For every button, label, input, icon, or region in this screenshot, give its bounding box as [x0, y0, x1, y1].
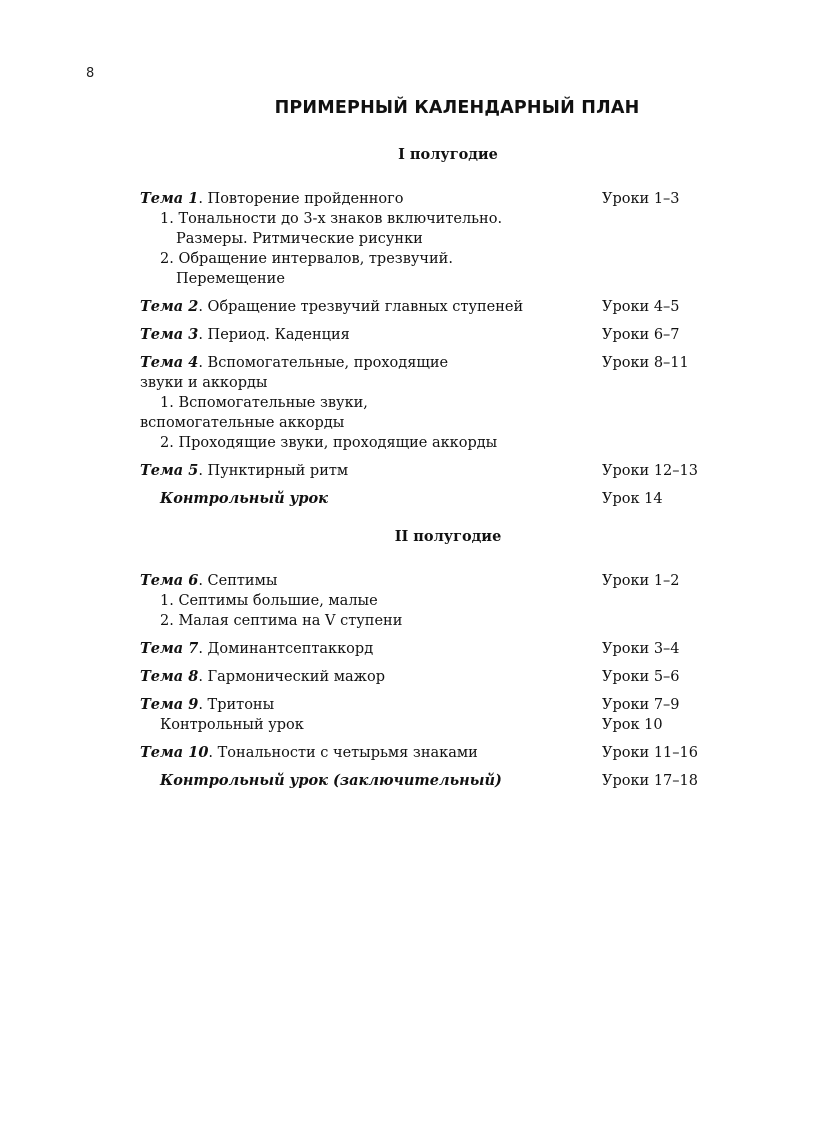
topic-title: . Обращение трезвучий главных ступеней: [198, 299, 524, 315]
subitem: Контрольный урок: [160, 717, 304, 733]
topic-label: Тема 3: [140, 326, 199, 343]
topic-label: Тема 1: [140, 190, 199, 207]
topic-lessons: Уроки 7–9: [602, 697, 680, 713]
topic-3: [140, 325, 720, 345]
topic-lessons: Уроки 5–6: [602, 669, 680, 685]
topic-title: . Вспомогательные, проходящие: [198, 355, 449, 371]
topic-title: . Тональности с четырьмя знаками: [208, 745, 478, 761]
topic-4: [140, 353, 720, 453]
topic-6: [140, 571, 720, 631]
control-lesson-final: [140, 771, 720, 791]
topic-10: [140, 743, 720, 763]
subitem: вспомогательные аккорды: [140, 415, 345, 431]
topic-1: [140, 189, 720, 289]
subitem: 2. Обращение интервалов, трезвучий.: [160, 251, 453, 267]
topic-lessons: Уроки 8–11: [602, 355, 689, 371]
topic-title: . Тритоны: [198, 697, 275, 713]
topic-label: Тема 9: [140, 696, 199, 713]
topic-title: . Период. Каденция: [198, 327, 350, 343]
topic-2: [140, 297, 720, 317]
topic-9: [140, 695, 720, 735]
topic-8: [140, 667, 720, 687]
semester-2-section: [140, 528, 720, 799]
page-title: ПРИМЕРНЫЙ КАЛЕНДАРНЫЙ ПЛАН: [274, 98, 640, 118]
topic-label: Тема 6: [140, 572, 199, 589]
topic-label: Тема 4: [140, 354, 199, 371]
topic-lessons: Уроки 11–16: [602, 745, 698, 761]
semester-1-section: [140, 146, 720, 517]
subitem: 1. Тональности до 3-х знаков включительно.: [160, 211, 503, 227]
topic-lessons: Урок 10: [602, 717, 663, 733]
topic-7: [140, 639, 720, 659]
topic-lessons: Уроки 12–13: [602, 463, 698, 479]
topic-label: Тема 10: [140, 744, 209, 761]
topic-5: [140, 461, 720, 481]
subitem: 1. Септимы большие, малые: [160, 593, 378, 609]
topic-lessons: Уроки 4–5: [602, 299, 680, 315]
control-lesson-label: Контрольный урок (заключительный): [160, 772, 502, 789]
topic-title-continued: звуки и аккорды: [140, 375, 268, 391]
topic-label: Тема 5: [140, 462, 199, 479]
topic-lessons: Уроки 3–4: [602, 641, 680, 657]
topic-lessons: Уроки 17–18: [602, 773, 698, 789]
topic-label: Тема 2: [140, 298, 199, 315]
topic-title: . Повторение пройденного: [198, 191, 404, 207]
subitem: Перемещение: [176, 271, 285, 287]
subitem: Размеры. Ритмические рисунки: [176, 231, 423, 247]
topic-lessons: Уроки 1–3: [602, 191, 680, 207]
topic-lessons: Урок 14: [602, 491, 663, 507]
topic-title: . Септимы: [198, 573, 278, 589]
topic-label: Тема 8: [140, 668, 199, 685]
topic-title: . Пунктирный ритм: [198, 463, 349, 479]
subitem: 2. Проходящие звуки, проходящие аккорды: [160, 435, 498, 451]
semester-1-heading: I полугодие: [398, 146, 498, 163]
control-lesson-1: [140, 489, 720, 509]
control-lesson-label: Контрольный урок: [160, 490, 328, 507]
topic-lessons: Уроки 1–2: [602, 573, 680, 589]
topic-label: Тема 7: [140, 640, 199, 657]
topic-lessons: Уроки 6–7: [602, 327, 680, 343]
subitem: 2. Малая септима на V ступени: [160, 613, 403, 629]
topic-title: . Гармонический мажор: [198, 669, 385, 685]
topic-title: . Доминантсептаккорд: [198, 641, 374, 657]
page-number: 8: [86, 66, 95, 81]
subitem: 1. Вспомогательные звуки,: [160, 395, 368, 411]
semester-2-heading: II полугодие: [394, 528, 502, 545]
